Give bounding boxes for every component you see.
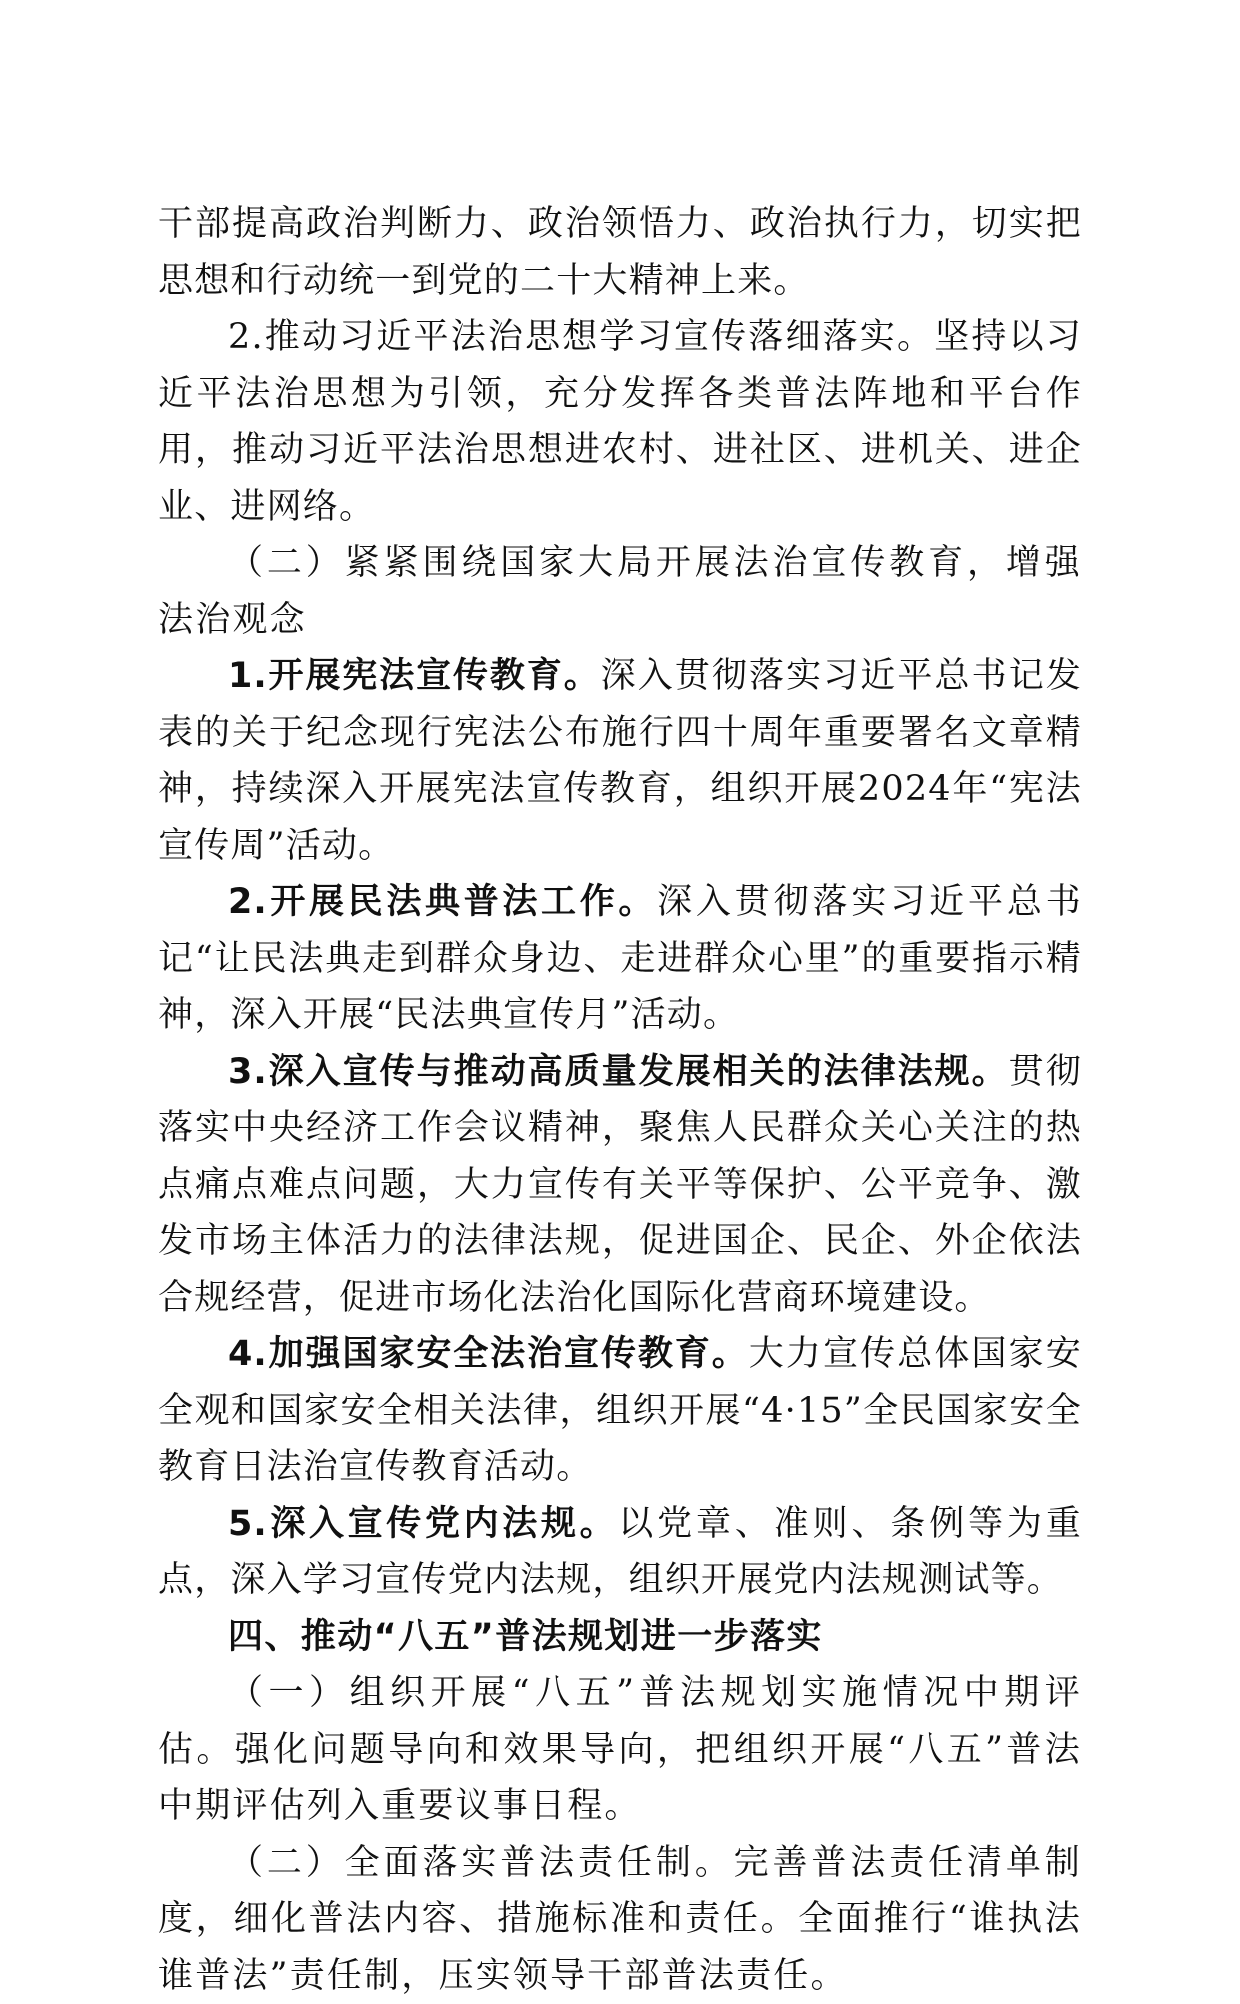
paragraph-continuation (158, 196, 1082, 309)
paragraph-text: 贯彻落实中央经济工作会议精神，聚焦人民群众关心关注的热点痛点难点问题，大力宣传有关平等保护、公平竞争、激发市场主体活力的法律法规，促进国企、民企、外企依法合规经营，促进市场化法治化国际化营商环境建设。 (158, 1052, 1082, 1318)
paragraph-lead: 4.加强国家安全法治宣传教育。 (228, 1334, 749, 1374)
paragraph-text: （二）全面落实普法责任制。完善普法责任清单制度，细化普法内容、措施标准和责任。全面推行“谁执法谁普法”责任制，压实领导干部普法责任。 (158, 1843, 1082, 1996)
paragraph-text: 深入贯彻落实习近平总书记发表的关于纪念现行宪法公布施行四十周年重要署名文章精神，持续深入开展宪法宣传教育，组织开展2024年“宪法宣传周”活动。 (158, 656, 1082, 866)
paragraph-text: 2.推动习近平法治思想学习宣传落细落实。坚持以习近平法治思想为引领，充分发挥各类普法阵地和平台作用，推动习近平法治思想进农村、进社区、进机关、进企业、进网络。 (158, 317, 1082, 527)
paragraph-lead: 1.开展宪法宣传教育。 (228, 656, 601, 696)
paragraph-midterm-evaluation (158, 1665, 1082, 1835)
section-heading-4 (158, 1609, 1082, 1666)
paragraph-item-high-quality-development (158, 1044, 1082, 1327)
paragraph-lead: 5.深入宣传党内法规。 (228, 1504, 618, 1544)
paragraph-text: 干部提高政治判断力、政治领悟力、政治执行力，切实把思想和行动统一到党的二十大精神上来。 (158, 204, 1082, 301)
paragraph-item-civil-code (158, 874, 1082, 1044)
paragraph-lead: 2.开展民法典普法工作。 (228, 882, 657, 922)
document-body (158, 196, 1082, 2004)
subheading-text: （二）紧紧围绕国家大局开展法治宣传教育，增强法治观念 (158, 543, 1082, 640)
paragraph-text: 大力宣传总体国家安全观和国家安全相关法律，组织开展“4·15”全民国家安全教育日法治宣传教育活动。 (158, 1334, 1082, 1487)
paragraph-lead: 3.深入宣传与推动高质量发展相关的法律法规。 (228, 1052, 1009, 1092)
paragraph-item-national-security (158, 1326, 1082, 1496)
paragraph-text: 以党章、准则、条例等为重点，深入学习宣传党内法规，组织开展党内法规测试等。 (158, 1504, 1082, 1601)
paragraph-text: （一）组织开展“八五”普法规划实施情况中期评估。强化问题导向和效果导向，把组织开展“八五”普法中期评估列入重要议事日程。 (158, 1673, 1082, 1826)
heading-text: 四、推动“八五”普法规划进一步落实 (228, 1617, 823, 1657)
paragraph-text: 深入贯彻落实习近平总书记“让民法典走到群众身边、走进群众心里”的重要指示精神，深入开展“民法典宣传月”活动。 (158, 882, 1082, 1035)
paragraph-item-2-xi-thought (158, 309, 1082, 535)
paragraph-responsibility-system (158, 1835, 1082, 2004)
paragraph-item-party-regulations (158, 1496, 1082, 1609)
paragraph-item-constitution (158, 648, 1082, 874)
section-subheading-2 (158, 535, 1082, 648)
